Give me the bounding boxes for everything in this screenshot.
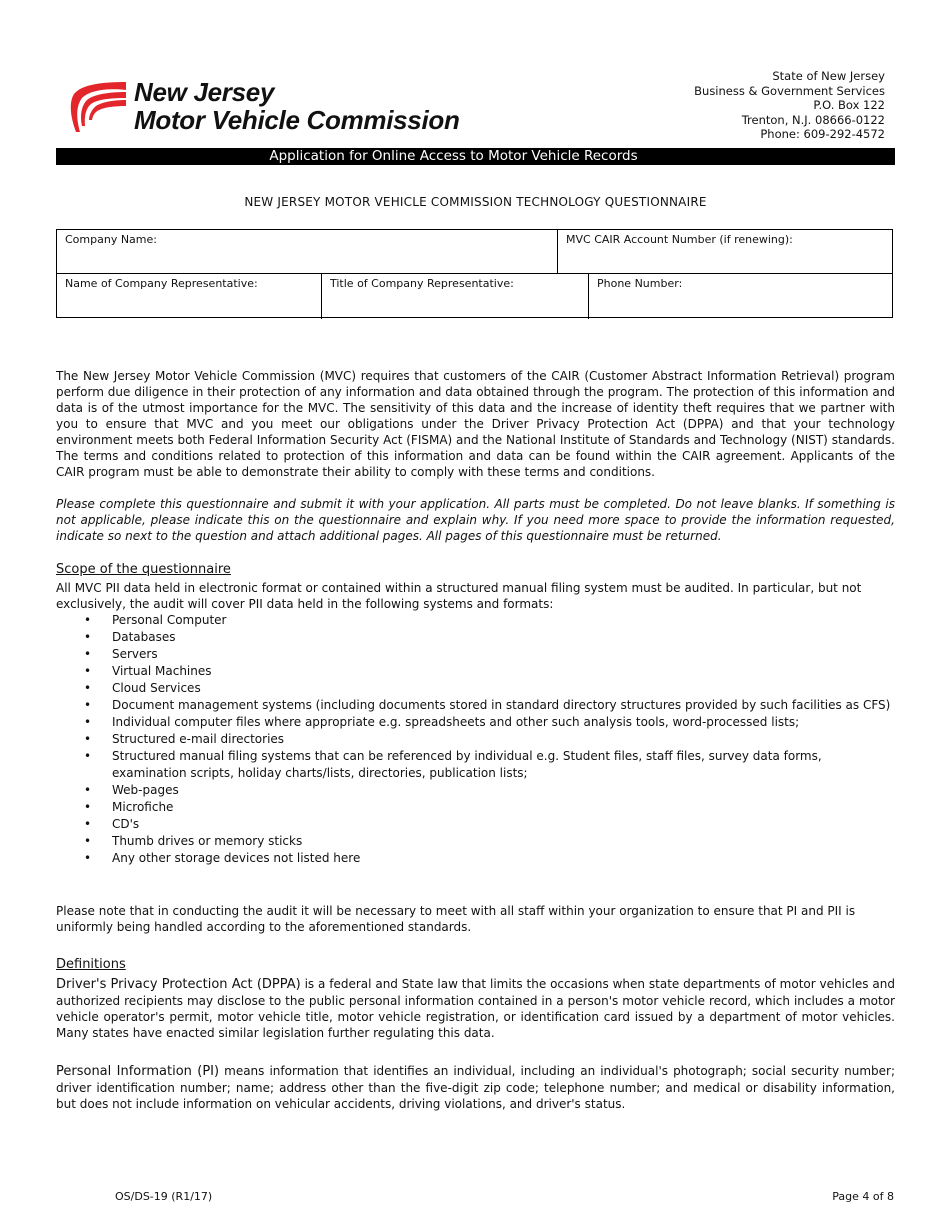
pi-text: means information that identifies an individual, including an individual's photograph; social security number; driver identification number; name; address other than the five-digit zip code; telephone number; and medical or disability information, but does not include information on vehicular accidents, driving violations, and driver's status. xyxy=(56,1064,895,1111)
list-item: • Document management systems (including documents stored in standard directory structures provided by such facilities as CFS) xyxy=(56,697,895,714)
pi-term: Personal Information (PI) xyxy=(56,1064,220,1079)
phone-number-label: Phone Number: xyxy=(597,277,683,290)
address-line: Business & Government Services xyxy=(694,83,885,98)
intro-paragraph: The New Jersey Motor Vehicle Commission (MVC) requires that customers of the CAIR (Customer Abstract Information Retrieval) program perform due diligence in their protection of any information and data obtained through the program. The protection of this information and data is of the utmost importance for the MVC. The sensitivity of this data and the increase of identity theft requires that we partner with you to ensure that MVC and you meet our obligations under the Driver Privacy Protection Act (DPPA) and that your technology environment meets both Federal Information Security Act (FISMA) and the National Institute of Standards and Technology (NIST) standards. The terms and conditions related to protection of this information and data can be found within the CAIR agreement. Applicants of the CAIR program must be able to demonstrate their ability to comply with these terms and conditions. xyxy=(56,369,895,479)
list-item: • Virtual Machines xyxy=(56,663,895,680)
list-item: • Thumb drives or memory sticks xyxy=(56,833,895,850)
list-item: • Databases xyxy=(56,629,895,646)
scope-heading: Scope of the questionnaire xyxy=(56,562,231,577)
logo-line-2: Motor Vehicle Commission xyxy=(134,105,460,135)
phone-number-field[interactable] xyxy=(589,274,894,319)
list-item: • Cloud Services xyxy=(56,680,895,697)
list-item: • Any other storage devices not listed here xyxy=(56,850,895,867)
list-item: • Microfiche xyxy=(56,799,895,816)
list-item: • Structured manual filing systems that can be referenced by individual e.g. Student files, staff files, survey data forms, examination scripts, holiday charts/lists, directories, publication lists; xyxy=(56,748,895,782)
address-line: State of New Jersey xyxy=(772,69,885,83)
rep-title-field[interactable] xyxy=(322,274,588,319)
account-number-label: MVC CAIR Account Number (if renewing): xyxy=(566,233,793,246)
list-item: • Personal Computer xyxy=(56,612,895,629)
account-number-field[interactable] xyxy=(558,230,894,273)
pi-definition xyxy=(56,1063,895,1112)
application-title: Application for Online Access to Motor Vehicle Records xyxy=(269,148,638,164)
list-item: • Servers xyxy=(56,646,895,663)
list-item: • CD's xyxy=(56,816,895,833)
questionnaire-title: NEW JERSEY MOTOR VEHICLE COMMISSION TECHNOLOGY QUESTIONNAIRE xyxy=(244,195,707,209)
list-item: • Individual computer files where appropriate e.g. spreadsheets and other such analysis tools, word-processed lists; xyxy=(56,714,895,731)
audit-note: Please note that in conducting the audit it will be necessary to meet with all staff within your organization to ensure that PI and PII is uniformly being handled according to the aforementioned standards. xyxy=(56,904,856,934)
definitions-heading: Definitions xyxy=(56,957,126,972)
agency-address xyxy=(694,69,885,142)
company-name-field[interactable] xyxy=(57,230,557,273)
dppa-text: is a federal and State law that limits the occasions when state departments of motor vehicles and authorized recipients may disclose to the public personal information contained in a person's motor vehicle record, which includes a motor vehicle operator's permit, motor vehicle title, motor vehicle registration, or identification card issued by a department of motor vehicles. Many states have enacted similar legislation further regulating this data. xyxy=(56,977,895,1040)
dppa-term: Driver's Privacy Protection Act (DPPA) xyxy=(56,977,301,992)
application-title-bar xyxy=(56,148,895,165)
rep-name-field[interactable] xyxy=(57,274,321,319)
company-info-form xyxy=(56,229,893,318)
scope-text: All MVC PII data held in electronic format or contained within a structured manual filing system must be audited. In particular, but not exclusively, the audit will cover PII data held in the following systems and formats: xyxy=(56,581,862,611)
rep-title-label: Title of Company Representative: xyxy=(330,277,514,290)
logo-wordmark xyxy=(134,78,460,134)
dppa-definition xyxy=(56,976,895,1041)
rep-name-label: Name of Company Representative: xyxy=(65,277,258,290)
address-line: Trenton, N.J. 08666-0122 xyxy=(741,112,885,127)
list-item: • Web-pages xyxy=(56,782,895,799)
address-line: Phone: 609-292-4572 xyxy=(760,127,885,141)
list-item: • Structured e-mail directories xyxy=(56,731,895,748)
logo-line-1: New Jersey xyxy=(134,77,275,107)
form-id: OS/DS-19 (R1/17) xyxy=(115,1190,213,1203)
instructions-paragraph: Please complete this questionnaire and submit it with your application. All parts must be completed. Do not leave blanks. If something is not applicable, please indicate this on the questionnaire and explain why. If you need more space to provide the information requested, indicate so next to the question and attach additional pages. All pages of this questionnaire must be returned. xyxy=(56,497,895,543)
address-line: P.O. Box 122 xyxy=(813,98,885,112)
page-number: Page 4 of 8 xyxy=(832,1190,894,1203)
pii-systems-list xyxy=(56,612,895,867)
nj-mvc-logo-icon xyxy=(68,80,130,136)
company-name-label: Company Name: xyxy=(65,233,157,246)
